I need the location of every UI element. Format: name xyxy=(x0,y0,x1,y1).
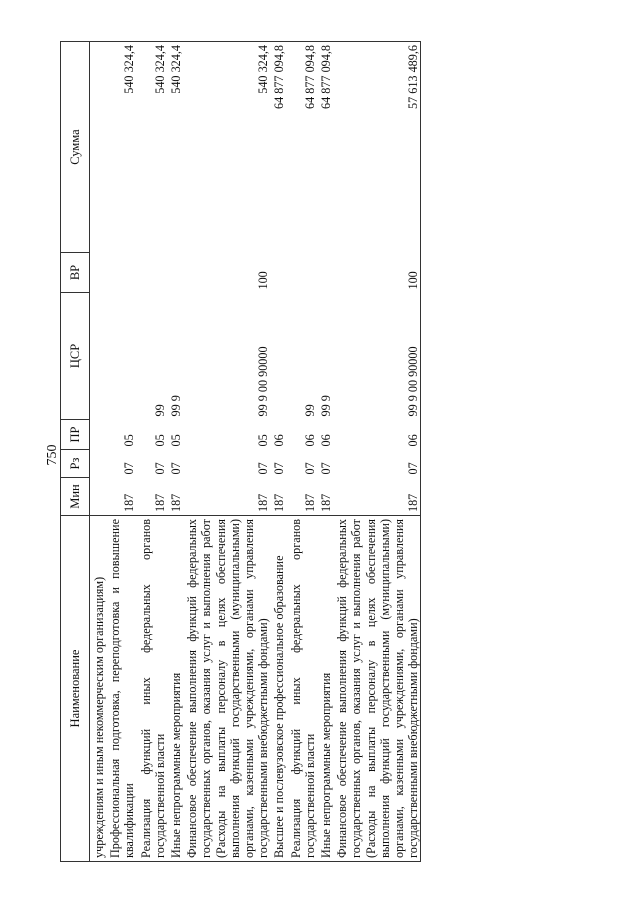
cell-pr: 06 xyxy=(319,434,334,447)
cell-pr: 05 xyxy=(122,434,137,447)
cell-rz: 07 xyxy=(256,462,271,475)
cell-pr: 05 xyxy=(256,434,271,447)
table-row xyxy=(167,42,183,862)
cell-rz xyxy=(90,450,107,478)
cell-sum: 64 877 094,8 xyxy=(317,42,333,253)
cell-sum: 57 613 489,6 xyxy=(333,42,421,253)
cell-csr xyxy=(270,293,286,420)
table-row xyxy=(317,42,333,862)
cell-pr xyxy=(90,420,107,450)
cell-sum: 64 877 094,8 xyxy=(287,42,317,253)
cell-name: Реализация функций иных федеральных органов государственной власти xyxy=(137,516,167,862)
cell-rz: 07 xyxy=(319,462,334,475)
budget-table xyxy=(60,41,421,862)
cell-min: 187 xyxy=(256,493,271,512)
cell-pr: 05 xyxy=(152,434,167,447)
table-row xyxy=(287,42,317,862)
cell-csr: 99 xyxy=(152,404,167,417)
cell-csr xyxy=(90,293,107,420)
table-header-row xyxy=(61,42,90,862)
cell-name: Высшее и послевузовское профессиональное образование xyxy=(270,516,286,862)
cell-vr xyxy=(317,253,333,293)
cell-rz: 07 xyxy=(152,462,167,475)
cell-name: Финансовое обеспечение выполнения функций федеральных государственных органов, оказания услуг и выполнения работ (Расходы на выплаты персоналу в целях обеспечения выполнения функций государственными (муниципальными) органами, казенными учреждениями, органами управления государственными внебюджетными фондами) xyxy=(183,516,270,862)
cell-pr: 06 xyxy=(302,434,317,447)
cell-vr xyxy=(167,253,183,293)
header-sum: Сумма xyxy=(61,42,90,253)
table-row xyxy=(270,42,286,862)
cell-csr xyxy=(106,293,136,420)
header-name: Наименование xyxy=(61,516,90,862)
cell-rz: 07 xyxy=(122,462,137,475)
page-number: 750 xyxy=(45,444,60,466)
cell-csr: 99 xyxy=(302,404,317,417)
cell-vr: 100 xyxy=(256,271,271,290)
cell-name: учреждениям и иным некоммерческим организациям) xyxy=(90,516,107,862)
header-min: Мин xyxy=(61,478,90,516)
cell-rz: 07 xyxy=(169,462,184,475)
cell-sum xyxy=(90,42,107,253)
budget-table-rotated xyxy=(60,42,580,862)
table-row xyxy=(333,42,421,862)
cell-sum: 540 324,4 xyxy=(183,42,270,253)
cell-name: Профессиональная подготовка, переподготовка и повышение квалификации xyxy=(106,516,136,862)
cell-name: Финансовое обеспечение выполнения функций федеральных государственных органов, оказания услуг и выполнения работ (Расходы на выплаты персоналу в целях обеспечения выполнения функций государственными (муниципальными) органами, казенными учреждениями, органами управления государственными внебюджетными фондами) xyxy=(333,516,421,862)
header-csr: ЦСР xyxy=(61,293,90,420)
cell-vr xyxy=(270,253,286,293)
table-row xyxy=(137,42,167,862)
cell-min: 187 xyxy=(152,493,167,512)
cell-csr: 99 9 00 90000 xyxy=(333,293,421,420)
table-row xyxy=(106,42,136,862)
cell-min: 187 xyxy=(122,493,137,512)
table-row xyxy=(183,42,270,862)
cell-vr xyxy=(137,253,167,293)
cell-sum: 540 324,4 xyxy=(137,42,167,253)
cell-min: 187 xyxy=(333,478,421,516)
header-pr: ПР xyxy=(61,420,90,450)
cell-pr: 05 xyxy=(169,434,184,447)
cell-csr: 99 9 xyxy=(169,395,184,417)
cell-sum: 540 324,4 xyxy=(167,42,183,253)
cell-vr xyxy=(287,253,317,293)
cell-pr: 06 xyxy=(333,420,421,450)
cell-vr: 100 xyxy=(333,253,421,293)
cell-min: 187 xyxy=(272,493,287,512)
cell-csr: 99 9 xyxy=(319,395,334,417)
cell-min: 187 xyxy=(302,493,317,512)
cell-min xyxy=(90,478,107,516)
cell-sum: 64 877 094,8 xyxy=(270,42,286,253)
cell-rz: 07 xyxy=(333,450,421,478)
cell-vr xyxy=(106,253,136,293)
cell-min: 187 xyxy=(319,493,334,512)
cell-rz: 07 xyxy=(272,462,287,475)
cell-sum: 540 324,4 xyxy=(106,42,136,253)
header-vr: ВР xyxy=(61,253,90,293)
cell-pr: 06 xyxy=(272,434,287,447)
table-row xyxy=(90,42,107,862)
header-rz: Рз xyxy=(61,450,90,478)
cell-name: Иные непрограммные мероприятия xyxy=(167,516,183,862)
cell-rz: 07 xyxy=(302,462,317,475)
cell-csr: 99 9 00 90000 xyxy=(256,346,271,417)
cell-vr xyxy=(90,253,107,293)
cell-min: 187 xyxy=(169,493,184,512)
cell-name: Иные непрограммные мероприятия xyxy=(317,516,333,862)
cell-name: Реализация функций иных федеральных органов государственной власти xyxy=(287,516,317,862)
